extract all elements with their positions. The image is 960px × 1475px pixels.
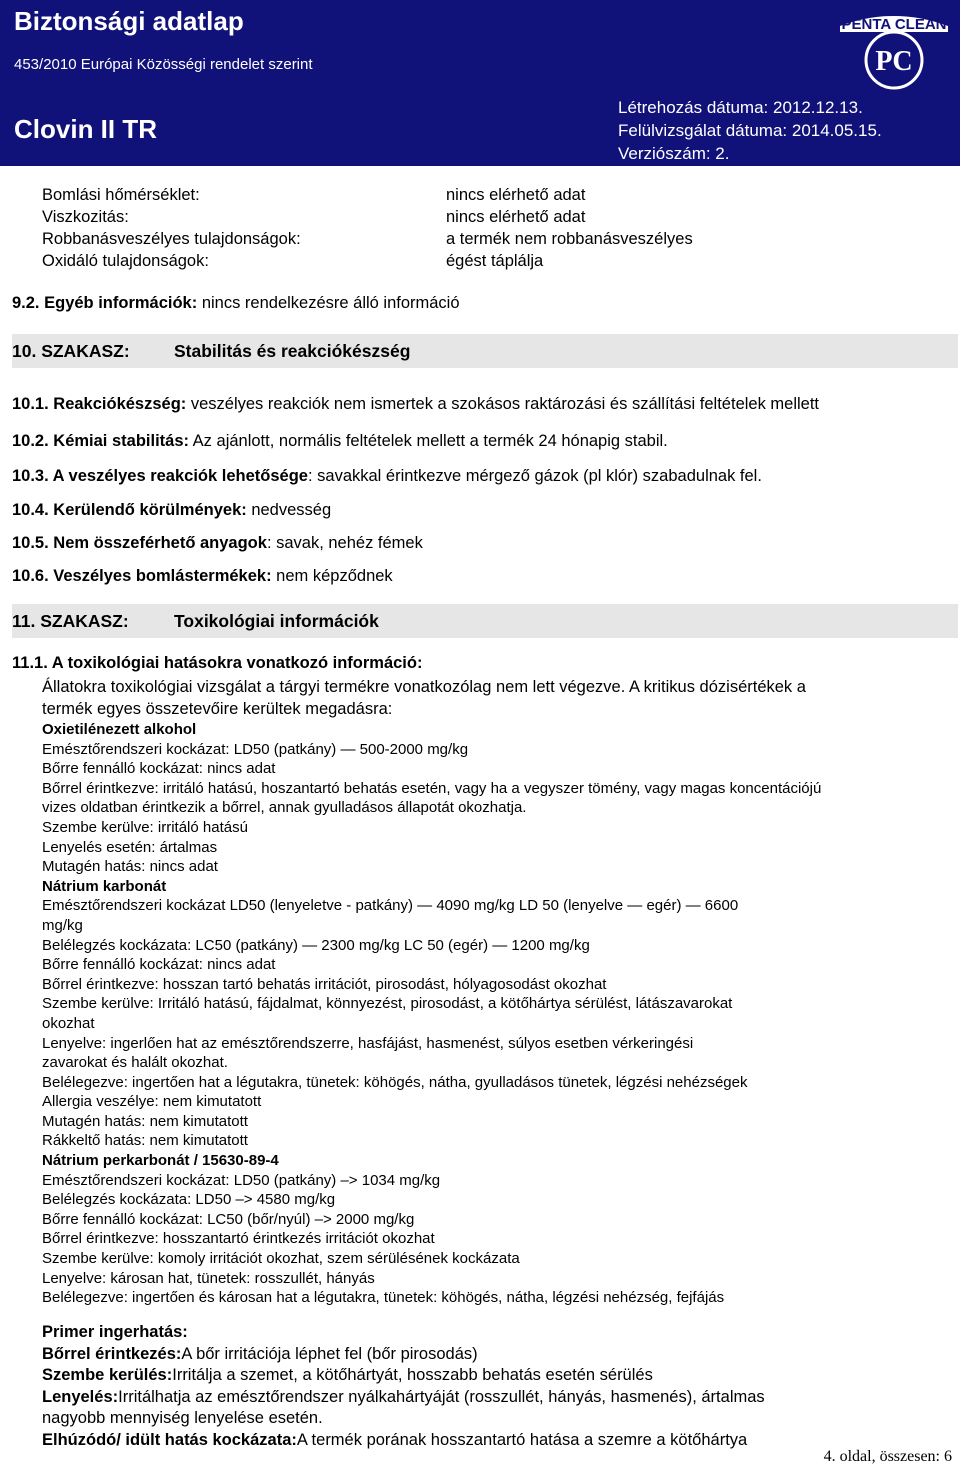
property-value: a termék nem robbanásveszélyes bbox=[446, 230, 693, 248]
created-date: Létrehozás dátuma: 2012.12.13. bbox=[618, 98, 863, 117]
substance-name: Oxietilénezett alkohol bbox=[42, 721, 197, 738]
property-values bbox=[446, 184, 693, 272]
property-value: nincs elérhető adat bbox=[446, 186, 586, 204]
toxicology-intro: Állatokra toxikológiai vizsgálat a tárgyi termékre vonatkozólag nem lett végezve. A kritikus dózisértékek a termék egyes összetevőire kerültek megadásra: bbox=[42, 678, 806, 718]
regulation-subtitle: 453/2010 Európai Közösségi rendelet szerint bbox=[14, 56, 313, 73]
section-title: Toxikológiai információk bbox=[174, 611, 379, 631]
subsection-10-5: 10.5. Nem összeférhető anyagok: savak, nehéz fémek bbox=[12, 534, 423, 552]
logo-mark: PC bbox=[875, 46, 913, 77]
section-10-header bbox=[12, 334, 958, 368]
version-number: Verziószám: 2. bbox=[618, 144, 730, 163]
section-number: 10. SZAKASZ: bbox=[12, 341, 130, 361]
primary-irritation bbox=[42, 1322, 765, 1451]
substance-name: Nátrium perkarbonát / 15630-89-4 bbox=[42, 1152, 279, 1170]
subsection-9-2: 9.2. Egyéb információk: nincs rendelkezésre álló információ bbox=[12, 294, 460, 312]
document-title: Biztonsági adatlap bbox=[14, 6, 244, 36]
substance-oxietilenezett-alkohol: Oxietilénezett alkohol Emésztőrendszeri kockázat: LD50 (patkány) — 500-2000 mg/kg Bőrre fennálló kockázat: nincs adat Bőrrel érintkezve: irritáló hatású, hoszantartó behatás esetén, vagy ha a vegyszer tömény, vagy magas koncentációjú vizes oldatban érintkezik a bőrrel, annak gyulladásos állapotát okozhatja. Szembe kerülve: irritáló hatású Lenyelés esetén: ártalmas Mutagén hatás: nincs adat Nátrium karbonát Emésztőrendszeri kockázat LD50 (lenyeletve - patkány) — 4090 mg/kg LD 50 (lenyelve — egér) — 6600 mg/kg Belélegzés kockázata: LC50 (patkány) — 2300 mg/kg LC 50 (egér) — 1200 mg/kg Bőrre fennálló kockázat: nincs adat Bőrrel érintkezve: hosszan tartó behatás irritációt, pirosodást, hólyagosodást okozhat Szembe kerülve: Irritáló hatású, fájdalmat, könnyezést, pirosodást, a kötőhártya sérülést, látászavarokat okozhat Lenyelve: ingerlően hat az emésztőrendszerre, hasfájást, hasmenést, súlyos esetben vérkeringési zavarokat és halált okozhat. Belélegezve: ingertően hat a légutakra, tünetek: köhögés, nátha, gyulladásos tünetek, légzési nehézségek Allergia veszélye: nem kimutatott Mutagén hatás: nem kimutatott Rákkeltő hatás: nem kimutatott Nátrium perkarbonát / 15630-89-4 Emésztőrendszeri kockázat: LD50 (patkány) –> 1034 mg/kg Belélegzés kockázata: LD50 –> 4580 mg/kg Bőrre fennálló kockázat: LC50 (bőr/nyúl) –> 2000 mg/kg Bőrrel érintkezve: hosszantartó érintkezés irritációt okozhat Szembe kerülve: komoly irritációt okozhat, szem sérülésének kockázata Lenyelve: károsan hat, tünetek: rosszullét, hányás Belélegezve: ingertően és károsan hat a légutakra, tünetek: köhögés, nátha, légzési nehézség, fejfájás bbox=[42, 721, 822, 1307]
property-value: nincs elérhető adat bbox=[446, 208, 586, 226]
document-header bbox=[0, 0, 960, 166]
primary-irritation-continuation: nagyobb mennyiség lenyelése esetén. bbox=[42, 1409, 323, 1427]
product-name: Clovin II TR bbox=[14, 114, 157, 144]
section-number: 11. SZAKASZ: bbox=[12, 611, 129, 631]
property-labels bbox=[42, 184, 301, 272]
primary-irritation-item: Szembe kerülés:Irritálja a szemet, a kötőhártyát, hosszabb behatás esetén sérülés bbox=[42, 1366, 653, 1384]
subsection-10-4: 10.4. Kerülendő körülmények: nedvesség bbox=[12, 501, 332, 519]
chronic-effect-item: Elhúzódó/ idült hatás kockázata:A termék porának hosszantartó hatása a szemre a kötőhártya bbox=[42, 1430, 748, 1449]
subsection-11-1-heading: 11.1. A toxikológiai hatásokra vonatkozó információ: bbox=[12, 654, 423, 672]
section-11-header bbox=[12, 604, 958, 638]
primary-irritation-item: Bőrrel érintkezés:A bőr irritációja léphet fel (bőr pirosodás) bbox=[42, 1344, 478, 1363]
primary-irritation-heading: Primer ingerhatás: bbox=[42, 1323, 188, 1341]
logo-text: PENTA CLEAN bbox=[841, 16, 947, 33]
subsection-10-1: 10.1. Reakciókészség: veszélyes reakciók nem ismertek a szokásos raktározási és szállítási feltételek mellett bbox=[12, 395, 820, 413]
property-label: Viszkozitás: bbox=[42, 208, 129, 226]
document-dates bbox=[618, 96, 882, 165]
subsection-10-6: 10.6. Veszélyes bomlástermékek: nem képződnek bbox=[12, 567, 393, 585]
primary-irritation-item: Lenyelés:Irritálhatja az emésztőrendszer nyálkahártyáját (rosszullét, hányás, hasmenés), ártalmas bbox=[42, 1387, 765, 1406]
property-label: Robbanásveszélyes tulajdonságok: bbox=[42, 230, 301, 248]
property-label: Bomlási hőmérséklet: bbox=[42, 186, 200, 204]
page-number: 4. oldal, összesen: 6 bbox=[823, 1448, 952, 1465]
section-title: Stabilitás és reakciókészség bbox=[174, 341, 411, 361]
property-label: Oxidáló tulajdonságok: bbox=[42, 252, 209, 270]
subsection-10-2: 10.2. Kémiai stabilitás: Az ajánlott, normális feltételek mellett a termék 24 hónapig stabil. bbox=[12, 432, 668, 450]
property-value: égést táplálja bbox=[446, 252, 544, 270]
subsection-10-3: 10.3. A veszélyes reakciók lehetősége: savakkal érintkezve mérgező gázok (pl klór) szabadulnak fel. bbox=[12, 467, 762, 485]
revised-date: Felülvizsgálat dátuma: 2014.05.15. bbox=[618, 121, 882, 140]
penta-clean-logo bbox=[834, 2, 954, 94]
substance-name: Nátrium karbonát bbox=[42, 877, 167, 895]
